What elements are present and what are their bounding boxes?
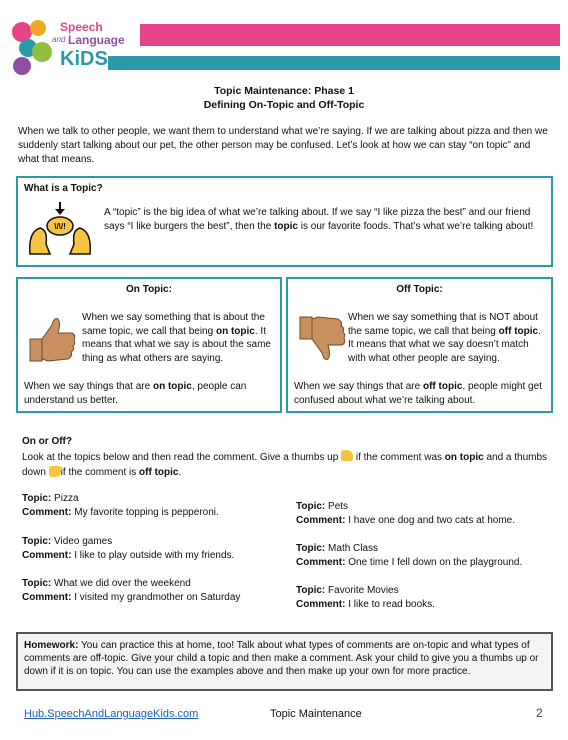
instr-bold-2: off topic [139, 466, 179, 478]
instr-e: . [178, 466, 182, 478]
comment-label: Comment: [22, 591, 72, 603]
thumbs-down-small-icon [49, 466, 61, 477]
topic-text-b: is our favorite foods. That’s what we’re talking about! [297, 220, 534, 232]
example-left-1 [22, 492, 219, 519]
on-topic-text [82, 311, 278, 365]
instr-bold-1: on topic [444, 452, 484, 463]
example-left-2 [22, 535, 234, 562]
logo-speech: Speech [60, 20, 103, 34]
header-bar-teal [108, 56, 560, 70]
example-topic: Pizza [54, 493, 79, 504]
homework-box [16, 632, 553, 691]
comment-label: Comment: [22, 506, 72, 518]
homework-text: You can practice this at home, too! Talk about what types of comments are on-topic and what types of comments are off-topic. Give your child a topic and then make a comment. Ask your child to give you a thumbs up or down if it is on topic. You can use the examples above and then make up your own for more practice. [24, 640, 539, 677]
off-topic-text [348, 311, 548, 365]
topic-label: Topic: [296, 585, 326, 596]
topic-label: Topic: [22, 493, 52, 504]
footer-link[interactable]: Hub.SpeechAndLanguageKids.com [24, 708, 199, 720]
intro-paragraph: When we talk to other people, we want them to understand what we’re saying. If we are talking about pizza and then we suddenly start talking about our pet, the other person may be confused. Let’s look at how we can stay “on topic” and what that means. [18, 126, 548, 165]
speech-bubble-text: \/\/! [54, 222, 66, 231]
example-topic: What we did over the weekend [54, 578, 191, 589]
on-topic-heading: On Topic: [126, 284, 172, 295]
example-comment: My favorite topping is pepperoni. [74, 506, 219, 518]
off-bottom-b: , people might get confused about what we’re talking about. [294, 381, 542, 406]
on-text-a: When we say something that is about the same topic, we call that being [82, 312, 265, 337]
topic-label: Topic: [296, 543, 326, 554]
on-bottom-b: , people can understand us better. [24, 381, 247, 406]
on-or-off-instructions [22, 450, 552, 480]
topic-box-heading: What is a Topic? [24, 183, 103, 194]
example-topic: Pets [328, 501, 349, 512]
off-text-a: When we say something that is NOT about the same topic, we call that being [348, 312, 538, 337]
example-comment: One time I fell down on the playground. [348, 556, 523, 568]
thumbs-up-small-icon [341, 450, 353, 461]
comment-label: Comment: [296, 598, 346, 610]
off-bottom-a: When we say things that are [294, 381, 423, 392]
instr-d: if the comment is [60, 466, 140, 478]
topic-label: Topic: [22, 536, 52, 547]
example-right-2 [296, 542, 522, 569]
topic-definition-box [16, 176, 553, 267]
title-line-1: Topic Maintenance: Phase 1 [214, 85, 354, 97]
topic-label: Topic: [22, 578, 52, 589]
title-line-2: Defining On-Topic and Off-Topic [203, 99, 365, 111]
page-title [0, 84, 568, 112]
on-or-off-heading: On or Off? [22, 436, 72, 447]
logo-and: and [52, 35, 66, 44]
thumbs-up-icon [26, 313, 78, 365]
logo-kids: KiDS [60, 48, 108, 70]
logo-language: Language [68, 33, 125, 47]
homework-label: Homework: [24, 640, 79, 651]
two-people-talking-icon [26, 200, 94, 258]
comment-label: Comment: [296, 556, 346, 568]
off-text-bold: off topic [498, 325, 539, 337]
example-topic: Math Class [328, 543, 379, 554]
example-topic: Video games [54, 536, 113, 547]
example-right-1 [296, 500, 515, 527]
off-topic-heading: Off Topic: [396, 284, 443, 295]
header-bar-pink [140, 24, 560, 46]
off-text-b: . It means that what we say doesn’t match with what other people are saying. [348, 325, 541, 364]
off-bottom-bold: off topic [422, 381, 463, 392]
topic-label: Topic: [296, 501, 326, 512]
on-topic-box [16, 277, 282, 413]
on-text-b: . It means that what we say is about the same thing as what others are saying. [82, 325, 271, 364]
logo [8, 14, 138, 84]
instr-c: and a thumbs down [22, 452, 548, 478]
comment-label: Comment: [22, 549, 72, 561]
on-bottom-bold: on topic [152, 381, 192, 392]
example-left-3 [22, 577, 240, 604]
on-text-bold: on topic [215, 325, 255, 337]
example-topic: Favorite Movies [328, 585, 399, 596]
example-comment: I visited my grandmother on Saturday [74, 591, 241, 603]
on-topic-bottom [24, 380, 278, 407]
topic-text-bold: topic [274, 220, 298, 232]
off-topic-box [286, 277, 553, 413]
comment-label: Comment: [296, 514, 346, 526]
example-comment: I like to read books. [348, 598, 435, 610]
topic-box-text [104, 206, 544, 233]
page-number: 2 [536, 706, 543, 720]
thumbs-down-icon [296, 313, 348, 365]
example-comment: I have one dog and two cats at home. [348, 514, 516, 526]
example-right-3 [296, 584, 435, 611]
off-topic-bottom [294, 380, 548, 407]
example-comment: I like to play outside with my friends. [74, 549, 235, 561]
topic-text-a: A “topic” is the big idea of what we’re talking about. If we say “I like pizza the best” and our friend says “I like burgers the best”, then the [104, 207, 531, 232]
on-bottom-a: When we say things that are [24, 381, 153, 392]
footer-title: Topic Maintenance [270, 708, 362, 720]
instr-a: Look at the topics below and then read the comment. Give a thumbs up [22, 452, 342, 463]
instr-b: if the comment was [353, 452, 445, 463]
